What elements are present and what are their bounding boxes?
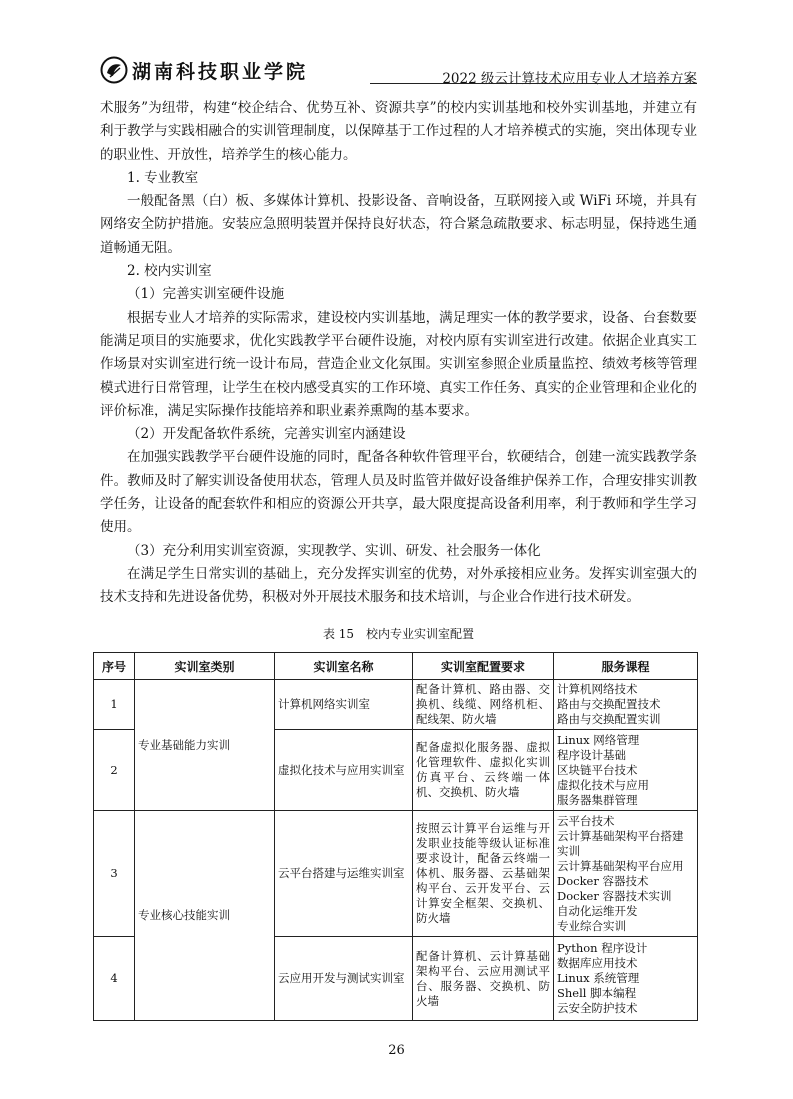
course-item: 云计算基础架构平台应用 [557,858,684,873]
course-item: 服务器集群管理 [557,792,638,807]
courses-cell [554,680,698,730]
requirements-cell: 按照云计算平台运维与开发职业技能等级认证标准要求设计，配备云终端一体机、服务器、云基础架构平台、云开发平台、云计算安全框架、交换机、防火墙 [413,811,554,937]
seq-cell: 1 [94,680,135,730]
seq-cell: 4 [94,937,135,1021]
requirements-cell: 配备虚拟化服务器、虚拟化管理软件、虚拟化实训仿真平台、云终端一体机、交换机、防火墙 [413,730,554,811]
header-divider [370,83,697,84]
course-item: 实训 [557,843,580,858]
school-logo-icon [100,56,128,84]
room-name-cell: 计算机网络实训室 [275,680,413,730]
course-item: 专业综合实训 [557,918,626,933]
room-name-cell: 虚拟化技术与应用实训室 [275,730,413,811]
section-heading-labs: 2. 校内实训室 [127,263,212,280]
courses-cell [554,730,698,811]
course-item: 计算机网络技术 [557,682,638,696]
school-name: 湖南科技职业学院 [132,61,309,83]
section-heading-classroom: 1. 专业教室 [127,169,199,186]
course-item: Linux 网络管理 [557,732,640,747]
subheading-software: （2）开发配备软件系统，完善实训室内涵建设 [127,426,406,443]
course-item: 云计算基础架构平台搭建 [557,828,684,843]
paragraph-software: 在加强实践教学平台硬件设施的同时，配备各种软件管理平台，软硬结合，创建一流实践教学条件。教师及时了解实训设备使用状态，管理人员及时监管并做好设备维护保养工作，合理安排实训教学任务，让设备的配套软件和相应的资源公开共享，最大限度提高设备利用率，利于教师和学生学习使用。 [100,449,697,536]
course-item: Docker 容器技术实训 [557,888,672,903]
course-item: 数据库应用技术 [557,956,638,970]
course-item: 区块链平台技术 [557,762,638,777]
course-item: 程序设计基础 [557,747,626,762]
document-title: 2022 级云计算技术应用专业人才培养方案 [442,71,697,87]
page-header [100,56,697,86]
course-item: Docker 容器技术 [557,873,649,888]
courses-cell [554,937,698,1021]
course-item: 虚拟化技术与应用 [557,777,649,792]
paragraph-classroom: 一般配备黑（白）板、多媒体计算机、投影设备、音响设备，互联网接入或 WiFi 环境，并具有网络安全防护措施。安装应急照明装置并保持良好状态，符合紧急疏散要求、标志明显，保持逃生通道畅通无阻。 [100,193,697,256]
subheading-hardware: （1）完善实训室硬件设施 [127,286,285,303]
seq-cell: 2 [94,730,135,811]
room-name-cell: 云应用开发与测试实训室 [275,937,413,1021]
requirements-cell: 配备计算机、云计算基础架构平台、云应用测试平台、服务器、交换机、防火墙 [413,937,554,1021]
requirements-cell: 配备计算机、路由器、交换机、线缆、网络机柜、配线架、防火墙 [413,680,554,730]
category-cell: 专业基础能力实训 [135,680,275,811]
paragraph-integration: 在满足学生日常实训的基础上，充分发挥实训室的优势，对外承接相应业务。发挥实训室强大的技术支持和先进设备优势，积极对外开展技术服务和技术培训，与企业合作进行技术研发。 [100,565,697,606]
table-header-row [94,653,698,680]
room-name-cell: 云平台搭建与运维实训室 [275,811,413,937]
course-item: 自动化运维开发 [557,903,638,918]
page-number: 26 [388,1043,405,1058]
body-text [100,97,697,610]
table-row [94,680,698,730]
paragraph-continued: 术服务”为纽带，构建“校企结合、优势互补、资源共享”的校内实训基地和校外实训基地，并建立有利于教学与实践相融合的实训管理制度，以保障基于工作过程的人才培养模式的实施，突出体现专业的职业性、开放性，培养学生的核心能力。 [100,100,697,163]
column-header: 实训室配置要求 [413,653,554,680]
training-rooms-table [93,652,698,1021]
paragraph-hardware: 根据专业人才培养的实际需求，建设校内实训基地，满足理实一体的教学要求，设备、台套数要能满足项目的实施要求，优化实践教学平台硬件设施，对校内原有实训室进行改建。依据企业真实工作场景对实训室进行统一设计布局，营造企业文化氛围。实训室参照企业质量监控、绩效考核等管理模式进行日常管理，让学生在校内感受真实的工作环境、真实工作任务、真实的企业管理和企业化的评价标准，满足实际操作技能培养和职业素养熏陶的基本要求。 [100,309,697,419]
category-cell: 专业核心技能实训 [135,811,275,1021]
course-item: 云安全防护技术 [557,1001,638,1015]
course-item: Python 程序设计 [557,941,648,955]
course-item: 路由与交换配置技术 [557,697,661,711]
subheading-integration: （3）充分利用实训室资源，实现教学、实训、研发、社会服务一体化 [127,542,541,559]
course-item: Shell 脚本编程 [557,986,637,1000]
table-caption: 表 15 校内专业实训室配置 [322,627,475,641]
courses-cell [554,811,698,937]
course-item: 路由与交换配置实训 [557,712,661,726]
column-header: 实训室名称 [275,653,413,680]
column-header: 服务课程 [554,653,698,680]
table-row [94,811,698,937]
course-item: Linux 系统管理 [557,971,640,985]
course-item: 云平台技术 [557,813,615,828]
column-header: 实训室类别 [135,653,275,680]
column-header: 序号 [94,653,135,680]
seq-cell: 3 [94,811,135,937]
